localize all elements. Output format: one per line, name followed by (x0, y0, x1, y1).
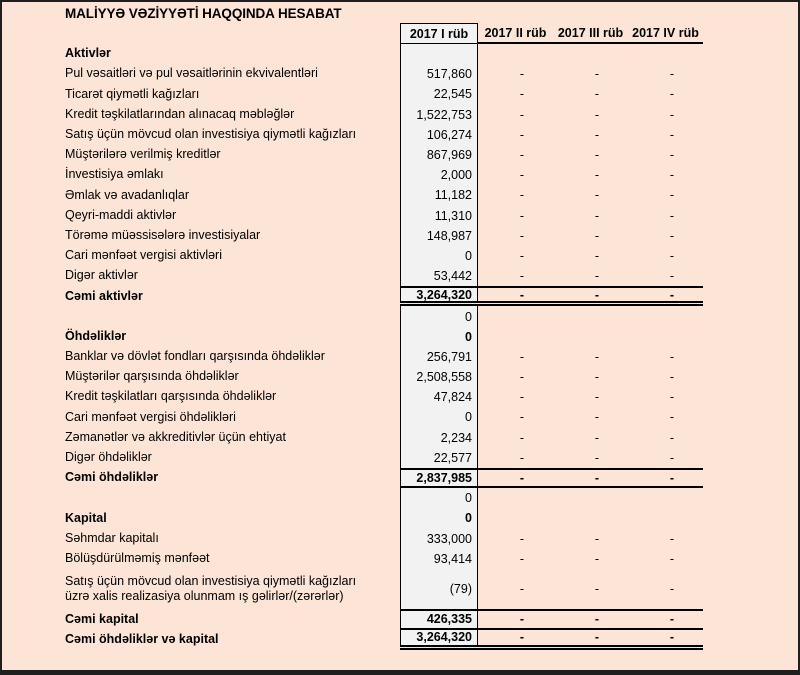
dash-cell: - (519, 87, 525, 102)
row-value-region (400, 609, 703, 629)
row-label (65, 226, 400, 246)
dash-cell: - (594, 87, 600, 102)
dash-cell: - (594, 188, 600, 203)
dash-cell: - (594, 370, 600, 385)
dash-cell: - (594, 612, 600, 627)
dash-cell: - (669, 531, 675, 546)
row-label-line1: Satış üçün mövcud olan investisiya qiymətli kağızları (65, 127, 357, 142)
row-value-cell: 148,987 (400, 226, 478, 246)
dash-cell: - (669, 551, 675, 566)
quarter-header-q3: 2017 III rüb (557, 25, 624, 40)
dash-cell: - (669, 410, 675, 425)
quarter-header-region (478, 23, 703, 44)
row-label-line1: Səhmdar kapitalı (65, 530, 159, 545)
dash-cell: - (519, 471, 525, 486)
page-title: MALİYYƏ VƏZİYYƏTİ HAQQINDA HESABAT (65, 6, 342, 21)
quarter-header-q4: 2017 IV rüb (632, 25, 699, 40)
dash-cell (553, 306, 628, 326)
dash-cell (628, 44, 703, 64)
dash-cell: - (594, 390, 600, 405)
row-label-line1: Digər öhdəliklər (65, 450, 152, 465)
dash-cell: - (669, 349, 675, 364)
row-value-region (400, 165, 703, 185)
row-value-region (400, 529, 703, 549)
dash-cell: - (594, 630, 600, 645)
dash-cell: - (519, 269, 525, 284)
dash-cell: - (519, 531, 525, 546)
dash-cell: - (519, 612, 525, 627)
table-row (65, 246, 798, 266)
dash-cell: - (594, 127, 600, 142)
dash-cell: - (594, 107, 600, 122)
table-row (65, 206, 798, 226)
dash-cell: - (519, 450, 525, 465)
row-label-line1: Müştərilərə verilmiş kreditlər (65, 147, 221, 162)
row-label (65, 145, 400, 165)
row-label (65, 549, 400, 569)
row-value-region (400, 306, 703, 326)
dash-cell: - (519, 248, 525, 263)
row-value-cell: 0 (400, 407, 478, 427)
row-label (65, 286, 400, 306)
row-label-line1: Ticarət qiymətli kağızları (65, 86, 200, 101)
row-label-line1: Cari mənfəət vergisi öhdəlikləri (65, 409, 236, 424)
dash-cell: - (669, 582, 675, 597)
dash-cell: - (594, 287, 600, 302)
dash-cell: - (594, 410, 600, 425)
dash-cell: - (519, 390, 525, 405)
row-value-region (400, 44, 703, 64)
row-value-cell: 11,182 (400, 185, 478, 205)
quarter-header-row (65, 23, 798, 44)
dash-cell: - (594, 168, 600, 183)
row-value-region (400, 185, 703, 205)
row-value-region (400, 206, 703, 226)
row-value-region (400, 125, 703, 145)
row-value-region (400, 387, 703, 407)
dash-cell: - (594, 248, 600, 263)
row-label-line1: Satış üçün mövcud olan investisiya qiymətli kağızları (65, 573, 357, 588)
table-row (65, 125, 798, 145)
table-row (65, 428, 798, 448)
row-label (65, 165, 400, 185)
dash-cell: - (519, 188, 525, 203)
table-row (65, 448, 798, 468)
row-value-cell: 256,791 (400, 347, 478, 367)
row-value-region (400, 630, 703, 650)
row-label-line1: Kredit təşkilatları qarşısında öhdəliklər (65, 389, 277, 404)
row-label-line1: Pul vəsaitləri və pul vəsaitlərinin ekvivalentləri (65, 66, 318, 81)
row-value-region (400, 286, 703, 306)
dash-cell: - (669, 188, 675, 203)
row-value-cell: 0 (400, 327, 478, 347)
row-label (65, 347, 400, 367)
row-label-line1: Zəmanətlər və akkreditivlər üçün ehtiyat (65, 429, 286, 444)
row-value-cell: 2,234 (400, 428, 478, 448)
dash-cell: - (594, 450, 600, 465)
dash-cell: - (669, 168, 675, 183)
row-value-cell: 53,442 (400, 266, 478, 286)
row-value-cell: 47,824 (400, 387, 478, 407)
row-label (65, 206, 400, 226)
row-label-line1: Cəmi öhdəliklər və kapital (65, 631, 219, 646)
row-value-cell: 2,508,558 (400, 367, 478, 387)
row-label-line1: Aktivlər (65, 46, 111, 61)
row-label (65, 266, 400, 286)
row-value-cell: 2,000 (400, 165, 478, 185)
row-label (65, 125, 400, 145)
dash-cell: - (669, 612, 675, 627)
dash-cell: - (519, 630, 525, 645)
table-row (65, 105, 798, 125)
table-row (65, 266, 798, 286)
row-value-cell: 0 (400, 488, 478, 508)
row-label-line1: Müştərilər qarşısında öhdəliklər (65, 369, 239, 384)
dash-cell: - (594, 269, 600, 284)
row-value-cell: 0 (400, 306, 478, 326)
row-label-line1: İnvestisiya əmlakı (65, 167, 164, 182)
dash-cell: - (519, 349, 525, 364)
balance-sheet-table (65, 44, 798, 650)
table-row (65, 569, 798, 610)
dash-cell (628, 508, 703, 528)
row-value-region (400, 367, 703, 387)
row-value-cell: 0 (400, 508, 478, 528)
header-label-spacer (65, 23, 400, 44)
dash-cell: - (669, 127, 675, 142)
dash-cell: - (594, 228, 600, 243)
row-value-cell: 93,414 (400, 549, 478, 569)
row-label-line1: Törəmə müəssisələrə investisiyalar (65, 227, 261, 242)
dash-cell: - (669, 107, 675, 122)
table-row (65, 327, 798, 347)
dash-cell: - (519, 148, 525, 163)
dash-cell: - (519, 582, 525, 597)
dash-cell: - (669, 471, 675, 486)
row-value-cell: (79) (400, 569, 478, 610)
row-label-line1: Kapital (65, 510, 107, 525)
row-value-region (400, 226, 703, 246)
dash-cell (478, 488, 553, 508)
row-value-region (400, 64, 703, 84)
row-value-cell (400, 44, 478, 64)
row-label (65, 306, 400, 326)
table-row (65, 145, 798, 165)
table-row (65, 165, 798, 185)
row-label (65, 609, 400, 629)
row-label-line1: Qeyri-maddi aktivlər (65, 207, 177, 222)
row-label (65, 488, 400, 508)
dash-cell: - (519, 168, 525, 183)
table-row (65, 44, 798, 64)
row-value-cell: 426,335 (400, 611, 478, 627)
dash-cell: - (669, 370, 675, 385)
table-row (65, 407, 798, 427)
table-row (65, 185, 798, 205)
dash-cell (553, 327, 628, 347)
dash-cell: - (519, 67, 525, 82)
row-label-line1: Cəmi kapital (65, 611, 139, 626)
dash-cell (553, 44, 628, 64)
row-value-cell: 517,860 (400, 64, 478, 84)
table-row (65, 84, 798, 104)
dash-cell: - (669, 248, 675, 263)
dash-cell: - (519, 228, 525, 243)
row-value-cell: 867,969 (400, 145, 478, 165)
dash-cell (553, 508, 628, 528)
dash-cell: - (669, 87, 675, 102)
dash-cell (628, 327, 703, 347)
row-value-cell: 22,577 (400, 448, 478, 468)
dash-cell: - (519, 127, 525, 142)
row-label-line1: Əmlak və avadanlıqlar (65, 187, 190, 202)
dash-cell: - (594, 430, 600, 445)
table-row (65, 630, 798, 650)
row-value-region (400, 246, 703, 266)
dash-cell: - (519, 370, 525, 385)
row-value-region (400, 508, 703, 528)
row-label (65, 428, 400, 448)
dash-cell: - (669, 148, 675, 163)
row-value-region (400, 347, 703, 367)
dash-cell: - (519, 208, 525, 223)
table-row (65, 488, 798, 508)
dash-cell: - (519, 430, 525, 445)
dash-cell (478, 306, 553, 326)
row-label-line2: üzrə xalis realizasiya olunmam ış gəlirlər/(zərərlər) (65, 589, 344, 604)
table-row (65, 387, 798, 407)
row-value-cell: 1,522,753 (400, 105, 478, 125)
row-label (65, 64, 400, 84)
table-row (65, 367, 798, 387)
row-label (65, 44, 400, 64)
dash-cell: - (669, 228, 675, 243)
row-value-region (400, 105, 703, 125)
row-label (65, 246, 400, 266)
table-row (65, 286, 798, 306)
table-row (65, 306, 798, 326)
table-row (65, 508, 798, 528)
dash-cell: - (594, 208, 600, 223)
dash-cell: - (594, 582, 600, 597)
row-value-region (400, 266, 703, 286)
dash-cell: - (669, 430, 675, 445)
dash-cell: - (669, 390, 675, 405)
row-label-line1: Cəmi aktivlər (65, 288, 143, 303)
row-label (65, 630, 400, 650)
row-label (65, 105, 400, 125)
dash-cell: - (594, 148, 600, 163)
table-row (65, 468, 798, 488)
row-label (65, 529, 400, 549)
row-value-cell: 2,837,985 (400, 470, 478, 486)
quarter-header-q2: 2017 II rüb (484, 25, 547, 40)
dash-cell: - (594, 531, 600, 546)
row-value-cell: 106,274 (400, 125, 478, 145)
table-row (65, 226, 798, 246)
dash-cell: - (669, 287, 675, 302)
dash-cell (478, 44, 553, 64)
dash-cell (628, 488, 703, 508)
dash-cell: - (519, 287, 525, 302)
dash-cell: - (669, 450, 675, 465)
row-value-cell: 3,264,320 (400, 630, 478, 645)
row-value-region (400, 448, 703, 468)
row-value-region (400, 428, 703, 448)
row-label-line1: Cəmi öhdəliklər (65, 470, 159, 485)
quarter-header-q1: 2017 I rüb (400, 23, 478, 44)
row-label-line1: Cari mənfəət vergisi aktivləri (65, 248, 222, 263)
row-label-line1: Digər aktivlər (65, 268, 138, 283)
row-value-region (400, 468, 703, 488)
row-label-line1: Kredit təşkilatlarından alınacaq məbləğlər (65, 106, 295, 121)
dash-cell: - (669, 630, 675, 645)
row-value-cell: 22,545 (400, 84, 478, 104)
dash-cell: - (594, 349, 600, 364)
row-label (65, 185, 400, 205)
row-label (65, 367, 400, 387)
row-label-line1: Öhdəliklər (65, 328, 127, 343)
row-value-region (400, 488, 703, 508)
dash-cell: - (519, 551, 525, 566)
row-value-region (400, 84, 703, 104)
dash-cell (478, 508, 553, 528)
dash-cell: - (669, 67, 675, 82)
table-row (65, 347, 798, 367)
row-label-line1: Banklar və dövlət fondları qarşısında öhdəliklər (65, 349, 325, 364)
row-value-region (400, 549, 703, 569)
row-label (65, 448, 400, 468)
dash-cell: - (594, 67, 600, 82)
row-value-cell: 3,264,320 (400, 288, 478, 301)
row-label-line1: Bölüşdürülməmiş mənfəət (65, 550, 210, 565)
row-value-region (400, 407, 703, 427)
dash-cell: - (519, 410, 525, 425)
table-row (65, 549, 798, 569)
row-value-region (400, 327, 703, 347)
row-label (65, 468, 400, 488)
table-row (65, 529, 798, 549)
row-label (65, 387, 400, 407)
row-label (65, 508, 400, 528)
row-value-cell: 333,000 (400, 529, 478, 549)
dash-cell (628, 306, 703, 326)
row-label (65, 327, 400, 347)
table-row (65, 64, 798, 84)
row-value-cell: 11,310 (400, 206, 478, 226)
row-value-region (400, 569, 703, 610)
dash-cell: - (669, 269, 675, 284)
row-value-cell: 0 (400, 246, 478, 266)
dash-cell (478, 327, 553, 347)
dash-cell: - (594, 471, 600, 486)
table-row (65, 609, 798, 629)
dash-cell: - (519, 107, 525, 122)
row-label (65, 407, 400, 427)
dash-cell: - (594, 551, 600, 566)
dash-cell (553, 488, 628, 508)
row-label (65, 569, 400, 610)
dash-cell: - (669, 208, 675, 223)
row-value-region (400, 145, 703, 165)
row-label (65, 84, 400, 104)
